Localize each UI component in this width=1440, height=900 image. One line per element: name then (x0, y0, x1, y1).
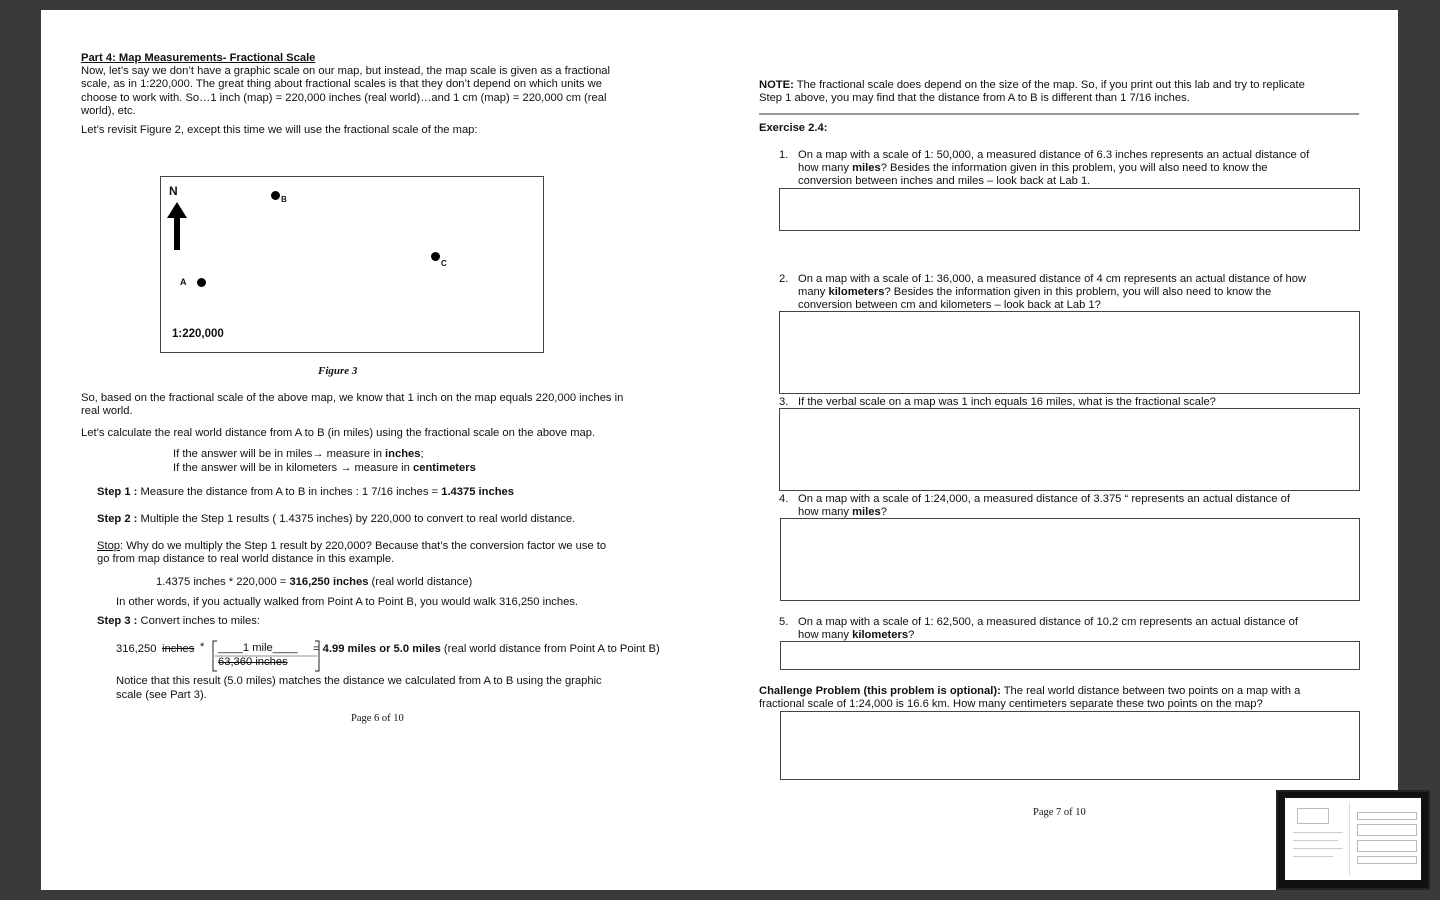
answer-box-2[interactable] (779, 311, 1360, 394)
conversion-multiply: * (200, 641, 205, 653)
thumbnail-left-page (1289, 802, 1350, 876)
intro-line-4: world), etc. (81, 105, 136, 117)
answer-box-3[interactable] (779, 408, 1360, 491)
figure-caption: Figure 3 (318, 365, 358, 377)
conversion-value: 316,250 (116, 643, 157, 655)
question-3-text: If the verbal scale on a map was 1 inch equals 16 miles, what is the fractional scale? (798, 396, 1216, 408)
if-miles-line: If the answer will be in miles→ measure in inches; (173, 448, 424, 460)
question-5-line-2: how many kilometers? (798, 629, 915, 641)
north-label: N (169, 184, 178, 198)
question-3-number: 3. (779, 396, 789, 408)
page-number-7: Page 7 of 10 (1033, 807, 1086, 818)
question-2-line-1: On a map with a scale of 1: 36,000, a measured distance of 4 cm represents an actual distance of how (798, 273, 1307, 285)
point-c-dot (431, 252, 440, 261)
answer-box-5[interactable] (780, 641, 1360, 670)
stop-line-2: go from map distance to real world distance in this example. (97, 553, 395, 565)
conversion-denominator: 63,360 inches (218, 656, 288, 668)
exercise-heading: Exercise 2.4: (759, 122, 828, 134)
point-b-label: B (281, 195, 287, 204)
question-2-number: 2. (779, 273, 789, 285)
north-arrow-icon (167, 202, 187, 250)
thumbnail-preview (1285, 798, 1421, 880)
question-1-line-3: conversion between inches and miles – look back at Lab 1. (798, 175, 1091, 187)
viewer-top-bar (0, 0, 1440, 10)
note-line-2: Step 1 above, you may find that the distance from A to B is different than 1 7/16 inches. (759, 92, 1190, 104)
answer-box-challenge[interactable] (780, 711, 1360, 780)
challenge-line-2: fractional scale of 1:24,000 is 16.6 km. How many centimeters separate these two points on the map? (759, 698, 1263, 710)
question-5-line-1: On a map with a scale of 1: 62,500, a measured distance of 10.2 cm represents an actual distance of (798, 616, 1298, 628)
intro-line-3: choose to work with. So…1 inch (map) = 220,000 inches (real world)…and 1 cm (map) = 220,000 cm (real (81, 92, 607, 104)
if-km-line: If the answer will be in kilometers → measure in centimeters (173, 462, 476, 474)
stop-line-1: Stop: Why do we multiply the Step 1 result by 220,000? Because that’s the conversion factor we use to (97, 540, 607, 552)
point-a-label: A (180, 277, 187, 287)
fractional-scale-label: 1:220,000 (172, 328, 224, 340)
step-3-line: Step 3 : Convert inches to miles: (97, 615, 260, 627)
question-1-line-1: On a map with a scale of 1: 50,000, a measured distance of 6.3 inches represents an actual distance of (798, 149, 1310, 161)
question-4-number: 4. (779, 493, 789, 505)
question-4-line-2: how many miles? (798, 506, 887, 518)
point-a-dot (197, 278, 206, 287)
question-2-line-3: conversion between cm and kilometers – look back at Lab 1? (798, 299, 1101, 311)
so-line-2: real world. (81, 405, 133, 417)
page-thumbnail-navigator[interactable] (1276, 790, 1430, 890)
question-4-line-1: On a map with a scale of 1:24,000, a measured distance of 3.375 “ represents an actual distance of (798, 493, 1290, 505)
document-spread (41, 10, 1398, 890)
step-2-line: Step 2 : Multiple the Step 1 results ( 1.4375 inches) by 220,000 to convert to real world distance. (97, 513, 576, 525)
step-1-line: Step 1 : Measure the distance from A to B in inches : 1 7/16 inches = 1.4375 inches (97, 486, 514, 498)
question-1-line-2: how many miles? Besides the information given in this problem, you will also need to know the (798, 162, 1268, 174)
point-b-dot (271, 191, 280, 200)
question-2-line-2: many kilometers? Besides the information given in this problem, you will also need to know the (798, 286, 1272, 298)
so-line-1: So, based on the fractional scale of the above map, we know that 1 inch on the map equals 220,000 inches in (81, 392, 624, 404)
conversion-result: = 4.99 miles or 5.0 miles (real world distance from Point A to Point B) (313, 643, 660, 655)
note-line-1: NOTE: The fractional scale does depend on the size of the map. So, if you print out this lab and try to replicate (759, 79, 1305, 91)
thumbnail-right-page (1355, 802, 1417, 876)
revisit-line: Let’s revisit Figure 2, except this time we will use the fractional scale of the map: (81, 124, 478, 136)
equation-line: 1.4375 inches * 220,000 = 316,250 inches (real world distance) (156, 576, 473, 588)
page-number-6: Page 6 of 10 (351, 713, 404, 724)
conversion-numerator: ____1 mile____ (218, 642, 298, 654)
calc-line: Let’s calculate the real world distance from A to B (in miles) using the fractional scale on the above map. (81, 427, 596, 439)
other-words-line: In other words, if you actually walked from Point A to Point B, you would walk 316,250 inches. (116, 596, 579, 608)
intro-line-2: scale, as in 1:220,000. The great thing about fractional scales is that they don’t depend on which units we (81, 78, 602, 90)
point-c-label: C (441, 259, 447, 268)
section-divider (759, 113, 1359, 115)
challenge-line-1: Challenge Problem (this problem is optional): The real world distance between two points on a map with a (759, 685, 1301, 697)
notice-line-2: scale (see Part 3). (116, 689, 207, 701)
notice-line-1: Notice that this result (5.0 miles) matches the distance we calculated from A to B using the graphic (116, 675, 602, 687)
answer-box-4[interactable] (780, 518, 1360, 601)
conversion-inches-cancelled: inches (162, 643, 195, 655)
question-5-number: 5. (779, 616, 789, 628)
figure-map-box (160, 176, 544, 353)
answer-box-1[interactable] (779, 188, 1360, 231)
intro-line-1: Now, let’s say we don’t have a graphic scale on our map, but instead, the map scale is given as a fractional (81, 65, 611, 77)
question-1-number: 1. (779, 149, 789, 161)
section-heading: Part 4: Map Measurements- Fractional Scale (81, 52, 316, 64)
